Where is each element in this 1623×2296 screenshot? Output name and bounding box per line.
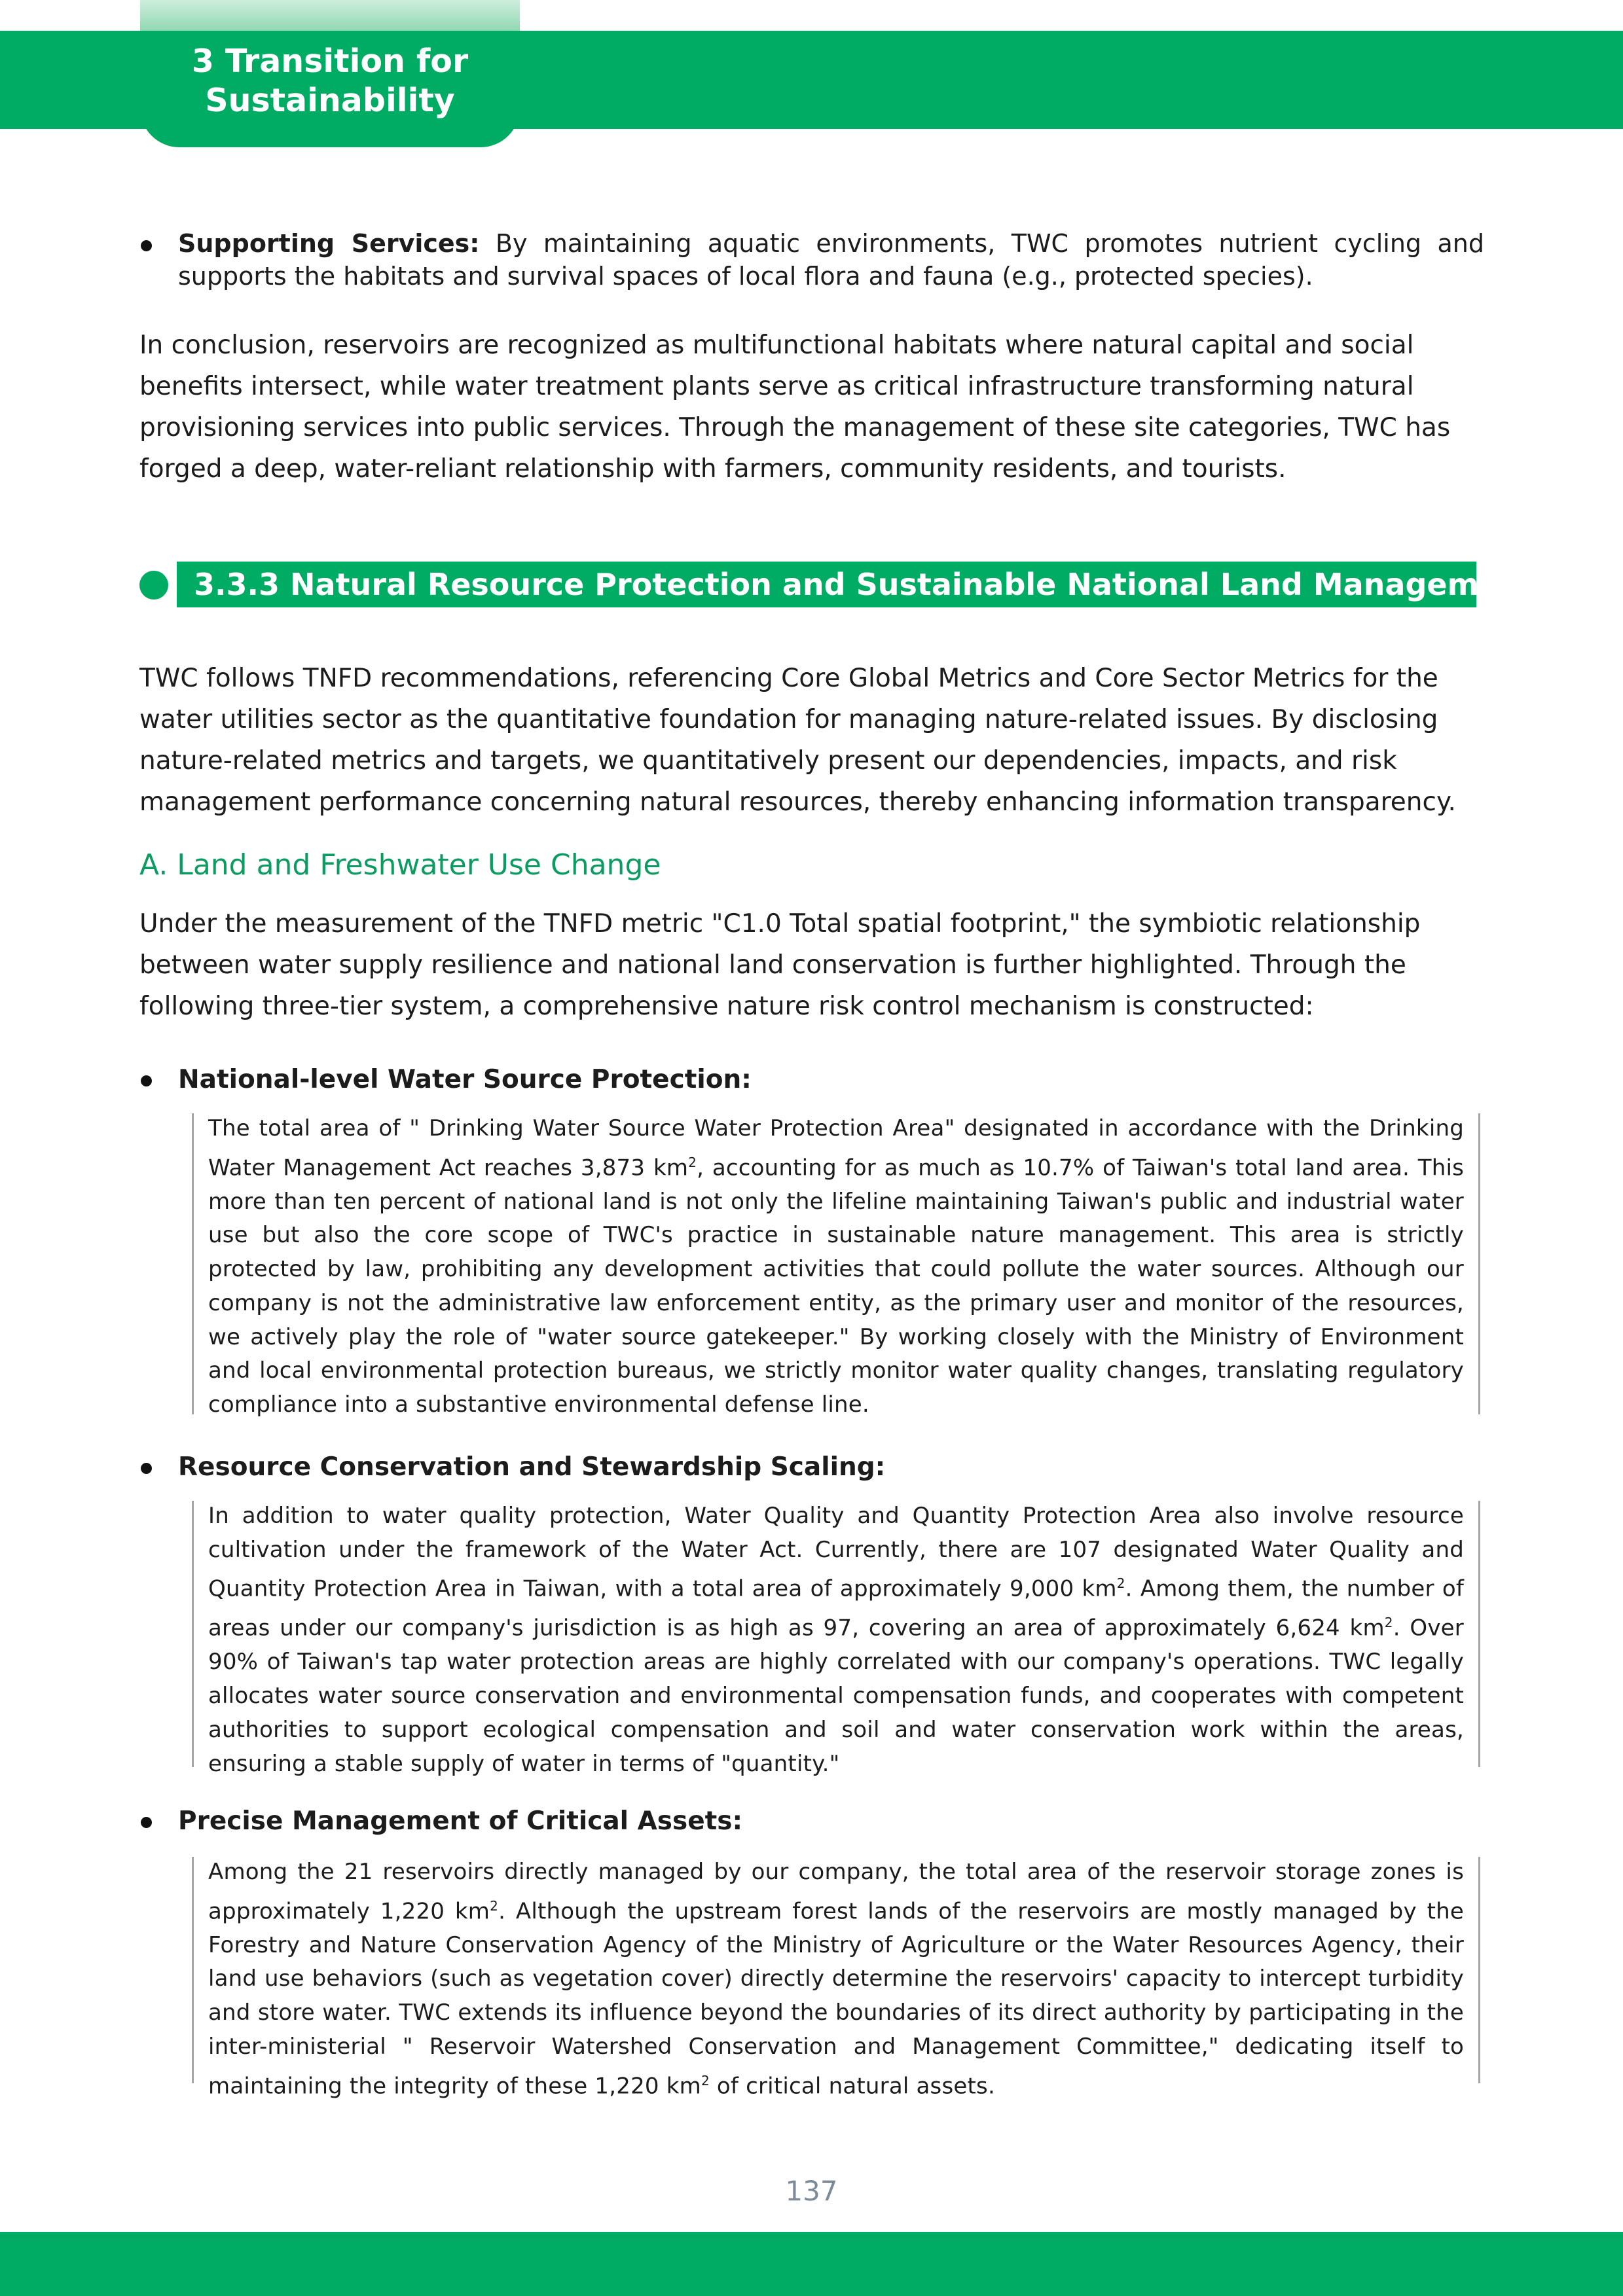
intro-bullet-body: By maintaining aquatic environments, TWC promotes nutrient cycling and supports the habitats and survival spaces of local flora and fauna (e.g., protected species).: [178, 229, 1484, 291]
item-body-part: The total area of " Drinking Water Source Water Protection Area" designated in accordance with the Drinking Water Management Act reaches 3,873 km: [208, 1115, 1464, 1181]
bullet-dot: [141, 1075, 152, 1086]
item-title-text: National-level Water Source Protection:: [178, 1065, 752, 1094]
item-title-critical-assets: [139, 1804, 742, 1839]
item-title-national-protection: [139, 1062, 752, 1098]
item-box-resource-conservation: [192, 1501, 1480, 1777]
bullet-dot: [141, 1817, 152, 1828]
subsection-intro: Under the measurement of the TNFD metric "C1.0 Total spatial footprint," the symbiotic relationship between water supply resilience and national land conservation is further highlighted. Through the following three-tier system, a comprehensive nature risk control mechanism is constructed:: [139, 909, 1421, 1021]
superscript: 2: [490, 1897, 499, 1914]
page-number: 137: [785, 2175, 838, 2207]
item-body-part: . Over 90% of Taiwan's tap water protection areas are highly correlated with our company's operations. TWC legally allocates water source conservation and environmental compensation funds, and cooperates with competent authorities to support ecological compensation and soil and water conservation work within the areas, ensuring a stable supply of water in terms of "quantity.": [208, 1615, 1464, 1777]
superscript: 2: [688, 1154, 697, 1170]
subsection-heading: A. Land and Freshwater Use Change: [139, 848, 661, 882]
item-body-part: of critical natural assets.: [709, 2072, 995, 2099]
item-body: [194, 1112, 1478, 1422]
intro-bullet: [139, 227, 1484, 293]
chapter-title-line2: Sustainability: [205, 82, 455, 119]
chapter-title: [140, 42, 520, 120]
section-marker: [139, 571, 168, 600]
bullet-dot: [141, 240, 152, 251]
intro-bullet-head: Supporting Services:: [178, 229, 480, 258]
item-box-critical-assets: [192, 1857, 1480, 2099]
bullet-dot: [141, 1463, 152, 1474]
item-body-part: , accounting for as much as 10.7% of Taiwan's total land area. This more than ten percent of national land is not only the lifeline maintaining Taiwan's public and industrial water use but also the core scope of TWC's practice in sustainable nature management. This area is strictly protected by law, prohibiting any development activities that could pollute the water sources. Although our company is not the administrative law enforcement entity, as the primary user and monitor of the resources, we actively play the role of "water source gatekeeper." By working closely with the Ministry of Environment and local environmental protection bureaus, we strictly monitor water quality changes, translating regulatory compliance into a substantive environmental defense line.: [208, 1155, 1465, 1418]
chapter-title-line1: 3 Transition for: [191, 43, 469, 80]
intro-bullet-text: [178, 227, 1484, 293]
footer-band: [0, 2232, 1623, 2296]
chapter-tab-fade: [140, 0, 520, 33]
item-title-text: Precise Management of Critical Assets:: [178, 1806, 743, 1836]
item-body-part: Among the 21 reservoirs directly managed by our company, the total area of the reservoir storage zones is approximately 1,220 km: [208, 1859, 1464, 1925]
item-body-part: . Although the upstream forest lands of the reservoirs are mostly managed by the Forestry and Nature Conservation Agency of the Ministry of Agriculture or the Water Resources Agency, their land use behaviors (such as vegetation cover) directly determine the reservoirs' capacity to intercept turbidity and store water. TWC extends its influence beyond the boundaries of its direct authority by participating in the inter-ministerial " Reservoir Watershed Conservation and Management Committee," dedicating itself to maintaining the integrity of these 1,220 km: [208, 1898, 1464, 2099]
item-body-part: In addition to water quality protection, Water Quality and Quantity Protection Area also involve resource cultivation under the framework of the Water Act. Currently, there are 107 designated Water Quality and Quantity Protection Area in Taiwan, with a total area of approximately 9,000 km: [208, 1503, 1464, 1602]
superscript: 2: [1116, 1575, 1125, 1592]
item-body: [194, 1499, 1478, 1781]
item-body: [194, 1856, 1478, 2104]
item-title-resource-conservation: [139, 1450, 885, 1485]
section-heading: 3.3.3 Natural Resource Protection and Sustainable National Land Management: [194, 567, 1535, 602]
superscript: 2: [1384, 1615, 1393, 1631]
section-intro: TWC follows TNFD recommendations, referencing Core Global Metrics and Core Sector Metrics for the water utilities sector as the quantitative foundation for managing nature-related issues. By disclosing nature-related metrics and targets, we quantitatively present our dependencies, impacts, and risk management performance concerning natural resources, thereby enhancing information transparency.: [139, 664, 1456, 817]
item-title-text: Resource Conservation and Stewardship Scaling:: [178, 1452, 886, 1482]
superscript: 2: [701, 2072, 710, 2089]
conclusion-paragraph: In conclusion, reservoirs are recognized as multifunctional habitats where natural capital and social benefits intersect, while water treatment plants serve as critical infrastructure transforming natural provisioning services into public services. Through the management of these site categories, TWC has forged a deep, water-reliant relationship with farmers, community residents, and tourists.: [139, 331, 1451, 484]
item-body-part: . Among them, the number of areas under our company's jurisdiction is as high as 97, covering an area of approximately 6,624 km: [208, 1575, 1464, 1641]
item-box-national-protection: [192, 1113, 1480, 1418]
